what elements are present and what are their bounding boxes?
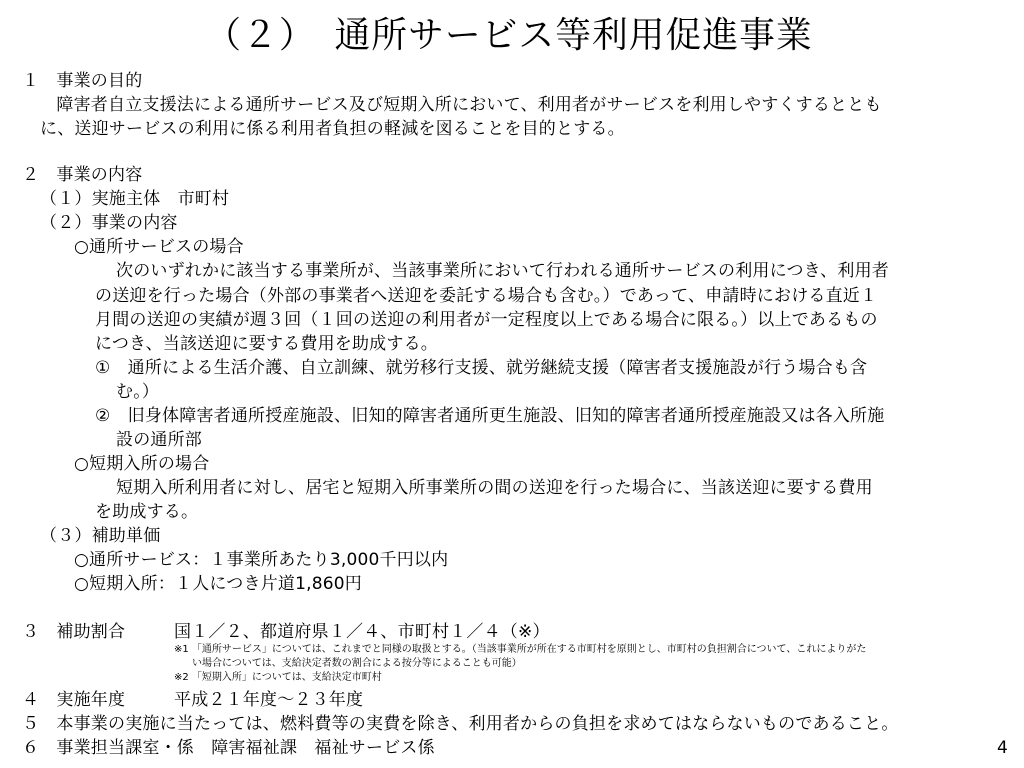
section-2-heading: ２ 事業の内容 <box>22 165 143 185</box>
condition-item-2-line-1: ② 旧身体障害者通所授産施設、旧知的障害者通所更生施設、旧知的障害者通所授産施設又は各入所施 <box>95 406 885 426</box>
section-4-heading: ４ 実施年度 <box>22 690 126 710</box>
note-1-line-2: い場合については、支給決定者数の割合による按分等によることも可能） <box>192 658 522 669</box>
condition-item-1-line-1: ① 通所による生活介護、自立訓練、就労移行支援、就労継続支援（障害者支援施設が行う場合も含 <box>95 358 868 378</box>
short-stay-line-2: を助成する。 <box>95 502 199 522</box>
section-1-text-line-1: 障害者自立支援法による通所サービス及び短期入所において、利用者がサービスを利用しやすくするととも <box>22 95 882 115</box>
short-stay-line-1: 短期入所利用者に対し、居宅と短期入所事業所の間の送迎を行った場合に、当該送迎に要する費用 <box>116 478 873 498</box>
subsidy-ratio: 国１／２、都道府県１／４、市町村１／４（※） <box>174 622 550 642</box>
commuting-service-heading: ○通所サービスの場合 <box>74 237 244 257</box>
section-5-text: ５ 本事業の実施に当たっては、燃料費等の実費を除き、利用者からの負担を求めてはならないものであること。 <box>22 714 899 734</box>
section-1-heading: １ 事業の目的 <box>22 71 143 91</box>
unit-price-short-stay: ○短期入所：１人につき片道1,860円 <box>74 574 362 594</box>
commuting-service-line-1: 次のいずれかに該当する事業所が、当該事業所において行われる通所サービスの利用につき、利用者 <box>116 261 889 281</box>
section-3-heading: ３ 補助割合 <box>22 622 126 642</box>
page-number: 4 <box>997 738 1008 758</box>
content-subheading: （２）事業の内容 <box>40 213 178 233</box>
implementation-years: 平成２１年度～２３年度 <box>174 690 364 710</box>
commuting-service-line-4: につき、当該送迎に要する費用を助成する。 <box>95 334 438 354</box>
section-6-text: ６ 事業担当課室・係 障害福祉課 福祉サービス係 <box>22 738 435 758</box>
short-stay-heading: ○短期入所の場合 <box>74 454 210 474</box>
implementing-body: （１）実施主体 市町村 <box>40 189 230 209</box>
condition-item-2-line-2: 設の通所部 <box>116 430 202 450</box>
unit-price-commuting: ○通所サービス：１事業所あたり3,000千円以内 <box>74 550 449 570</box>
unit-price-subheading: （３）補助単価 <box>40 526 161 546</box>
note-2: ※2 「短期入所」については、支給決定市町村 <box>174 672 382 683</box>
commuting-service-line-2: の送迎を行った場合（外部の事業者へ送迎を委託する場合も含む。）であって、申請時における直近１ <box>95 286 878 306</box>
condition-item-1-line-2: む。） <box>116 382 160 402</box>
commuting-service-line-3: 月間の送迎の実績が週３回（１回の送迎の利用者が一定程度以上である場合に限る。）以上であるもの <box>95 310 878 330</box>
page-title: （２） 通所サービス等利用促進事業 <box>205 15 813 56</box>
note-1-line-1: ※1 「通所サービス」については、これまでと同様の取扱とする。（当該事業所が所在する市町村を原則とし、市町村の負担割合について、これによりがた <box>174 644 867 655</box>
section-1-text-line-2: に、送迎サービスの利用に係る利用者負担の軽減を図ることを目的とする。 <box>40 119 625 139</box>
